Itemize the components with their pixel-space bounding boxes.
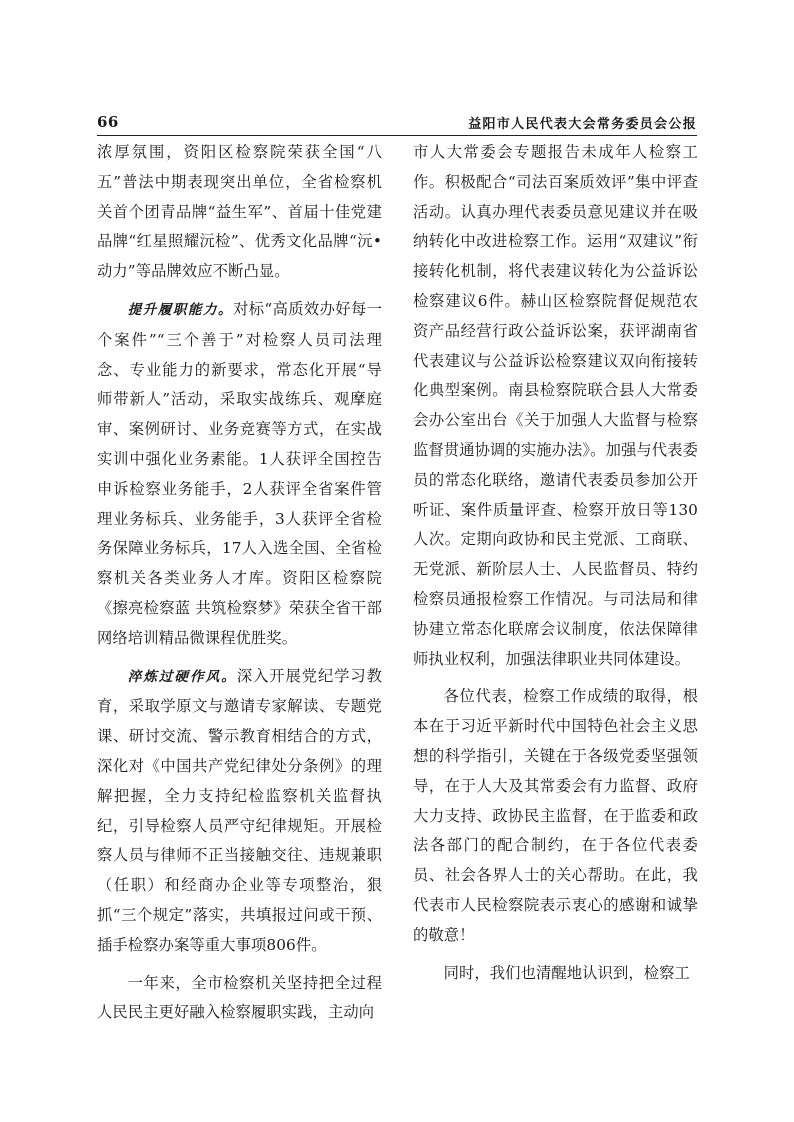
paragraph-democracy: 一年来，全市检察机关坚持把全过程人民民主更好融入检察履职实践，主动向 — [97, 973, 382, 1022]
header-rule — [97, 135, 697, 136]
page-header — [97, 113, 697, 137]
left-column — [97, 138, 382, 1028]
paragraph-problems: 同时，我们也清醒地认识到，检察工 — [443, 963, 690, 982]
journal-title: 益阳市人民代表大会常务委员会公报 — [468, 117, 697, 132]
section-lead-improve-ability: 提升履职能力。 — [127, 301, 234, 318]
paragraph-body: 对标“高质效办好每一个案件”“三个善于”对检察人员司法理念、专业能力的新要求，常态化开展“导师带新人”活动，采取实战练兵、观摩庭审、案例研讨、业务竞赛等方式，在实战实训中强化业务素能。1人获评全国控告申诉检察业务能手，2人获评全省案件管理业务标兵、业务能手，3人获评全省检务保障业务标兵，17人入选全国、全省检察机关各类业务人才库。资阳区检察院《擦亮检察蓝 共筑检察梦》荣获全省干部网络培训精品微课程优胜奖。 — [97, 299, 382, 647]
paragraph-continuation: 市人大常委会专题报告未成年人检察工作。积极配合“司法百案质效评”集中评查活动。认真办理代表委员意见建议并在吸纳转化中改进检察工作。运用“双建议”衔接转化机制，将代表建议转化为公益诉讼检察建议6件。赫山区检察院督促规范农资产品经营行政公益诉讼案，获评湖南省代表建议与公益诉讼检察建议双向衔接转化典型案例。南县检察院联合县人大常委会办公室出台《关于加强人大监督与检察监督贯通协调的实施办法》。加强与代表委员的常态化联络，邀请代表委员参加公开听证、案件质量评查、检察开放日等130人次。定期向政协和民主党派、工商联、无党派、新阶层人士、人民监督员、特约检察员通报检察工作情况。与司法局和律协建立常态化联席会议制度，依法保障律师执业权利，加强法律职业共同体建设。 — [413, 143, 698, 668]
paragraph-body: 深入开展党纪学习教育，采取学原文与邀请专家解读、专题党课、研讨交流、警示教育相结合的方式，深化对《中国共产党纪律处分条例》的理解把握，全力支持纪检监察机关监督执纪，引导检察人员严守纪律规矩。开展检察人员与律师不正当接触交往、违规兼职（任职）和经商办企业等专项整治，狠抓“三个规定”落实，共填报过问或干预、插手检察办案等重大事项806件。 — [97, 666, 382, 954]
paragraph-continuation: 浓厚氛围，资阳区检察院荣获全国“八五”普法中期表现突出单位，全省检察机关首个团青品牌“益生军”、首届十佳党建品牌“红星照耀沅检”、优秀文化品牌“沅•动力”等品牌效应不断凸显。 — [97, 143, 382, 281]
paragraph-acknowledgement: 各位代表，检察工作成绩的取得，根本在于习近平新时代中国特色社会主义思想的科学指引，关键在于各级党委坚强领导，在于人大及其常委会有力监督、政府大力支持、政协民主监督，在于监委和政法各部门的配合制约，在于各位代表委员、社会各界人士的关心帮助。在此，我代表市人民检察院表示衷心的感谢和诚挚的敬意！ — [413, 687, 698, 944]
page-number: 66 — [97, 113, 119, 131]
right-column — [413, 138, 698, 988]
section-lead-temper-style: 淬炼过硬作风。 — [127, 668, 237, 685]
paragraph-improve-ability — [97, 295, 382, 654]
paragraph-temper-style — [97, 662, 382, 961]
